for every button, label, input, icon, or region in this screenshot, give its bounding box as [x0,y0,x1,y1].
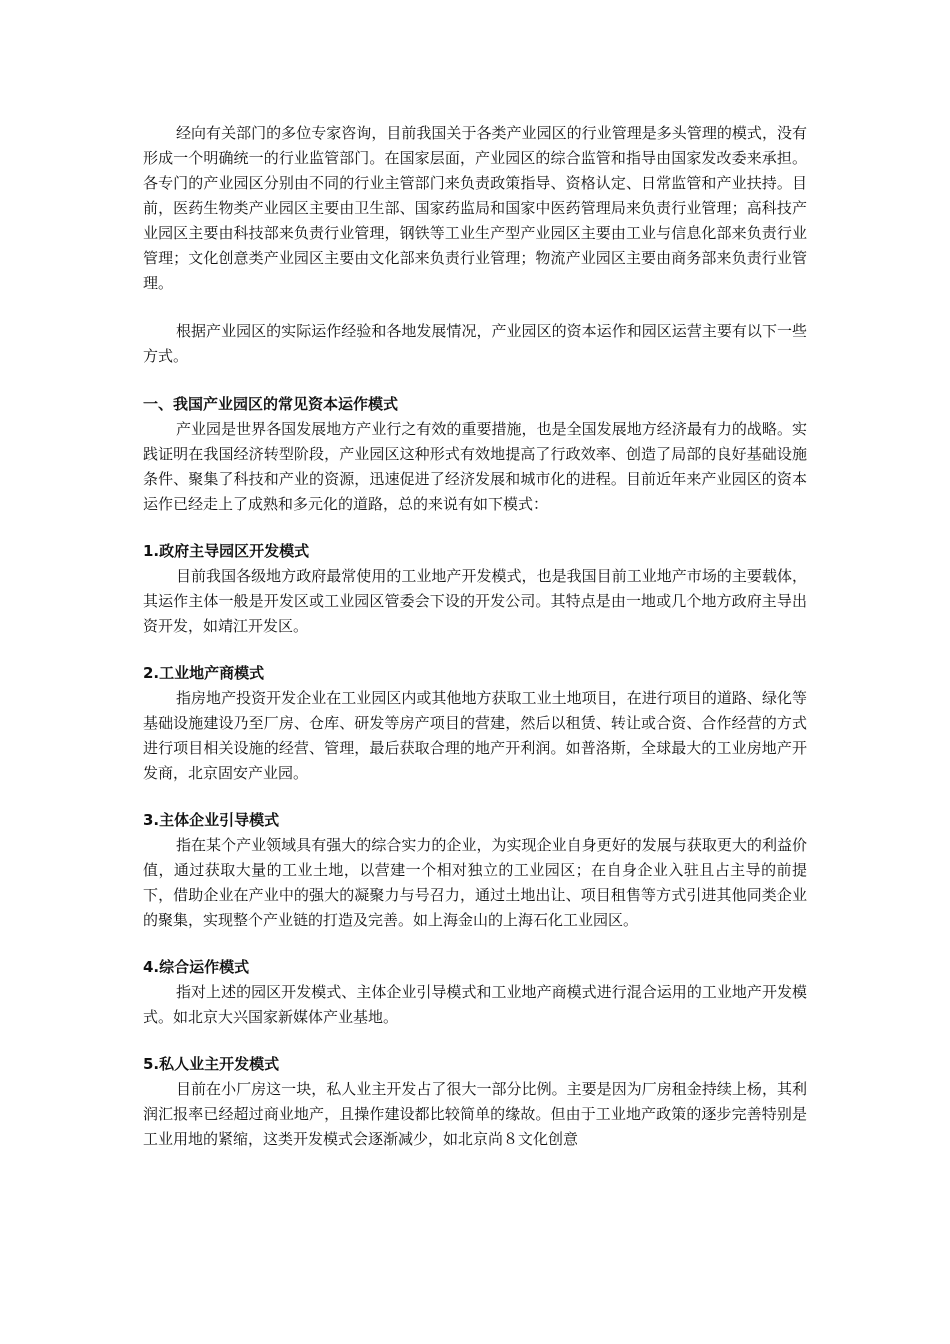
document-body [143,121,807,1152]
mode-2-paragraph: 指房地产投资开发企业在工业园区内或其他地方获取工业土地项目，在进行项目的道路、绿化等基础设施建设乃至厂房、仓库、研发等房产项目的营建，然后以租赁、转让或合资、合作经营的方式进行项目相关设施的经营、管理，最后获取合理的地产开利润。如普洛斯，全球最大的工业房地产开发商，北京固安产业园。 [143,689,807,782]
paragraph-gap [143,369,807,392]
mode-3-heading: 3.主体企业引导模式 [143,811,280,829]
mode-5-paragraph: 目前在小厂房这一块，私人业主开发占了很大一部分比例。主要是因为厂房租金持续上杨，其利润汇报率已经超过商业地产，且操作建设都比较简单的缘故。但由于工业地产政策的逐步完善特别是工业用地的紧缩，这类开发模式会逐渐减少，如北京尚８文化创意 [143,1080,807,1148]
paragraph-gap [143,517,807,539]
mode-1-heading: 1.政府主导园区开发模式 [143,542,310,560]
section-heading: 一、我国产业园区的常见资本运作模式 [143,395,399,413]
intro-paragraph-1: 经向有关部门的多位专家咨询，目前我国关于各类产业园区的行业管理是多头管理的模式，没有形成一个明确统一的行业监管部门。在国家层面，产业园区的综合监管和指导由国家发改委来承担。各专门的产业园区分别由不同的行业主管部门来负责政策指导、资格认定、日常监管和产业扶持。目前，医药生物类产业园区主要由卫生部、国家药监局和国家中医药管理局来负责行业管理；高科技产业园区主要由科技部来负责行业管理，钢铁等工业生产型产业园区主要由工业与信息化部来负责行业管理；文化创意类产业园区主要由文化部来负责行业管理；物流产业园区主要由商务部来负责行业管理。 [143,124,807,292]
mode-2-heading: 2.工业地产商模式 [143,664,265,682]
paragraph-gap [143,786,807,808]
mode-4-paragraph: 指对上述的园区开发模式、主体企业引导模式和工业地产商模式进行混合运用的工业地产开发模式。如北京大兴国家新媒体产业基地。 [143,983,807,1026]
paragraph-gap [143,1030,807,1052]
section-intro-paragraph: 产业园是世界各国发展地方产业行之有效的重要措施，也是全国发展地方经济最有力的战略。实践证明在我国经济转型阶段，产业园区这种形式有效地提高了行政效率、创造了局部的良好基础设施条件、聚集了科技和产业的资源，迅速促进了经济发展和城市化的进程。目前近年来产业园区的资本运作已经走上了成熟和多元化的道路，总的来说有如下模式： [143,420,807,513]
paragraph-gap [143,933,807,955]
mode-5-heading: 5.私人业主开发模式 [143,1055,280,1073]
mode-3-paragraph: 指在某个产业领域具有强大的综合实力的企业，为实现企业自身更好的发展与获取更大的利益价值，通过获取大量的工业土地，以营建一个相对独立的工业园区；在自身企业入驻且占主导的前提下，借助企业在产业中的强大的凝聚力与号召力，通过土地出让、项目租售等方式引进其他同类企业的聚集，实现整个产业链的打造及完善。如上海金山的上海石化工业园区。 [143,836,807,929]
paragraph-gap [143,639,807,661]
intro-paragraph-2: 根据产业园区的实际运作经验和各地发展情况，产业园区的资本运作和园区运营主要有以下一些方式。 [143,322,807,365]
paragraph-gap [143,296,807,319]
mode-1-paragraph: 目前我国各级地方政府最常使用的工业地产开发模式，也是我国目前工业地产市场的主要载体，其运作主体一般是开发区或工业园区管委会下设的开发公司。其特点是由一地或几个地方政府主导出资开发，如靖江开发区。 [143,567,807,635]
mode-4-heading: 4.综合运作模式 [143,958,250,976]
